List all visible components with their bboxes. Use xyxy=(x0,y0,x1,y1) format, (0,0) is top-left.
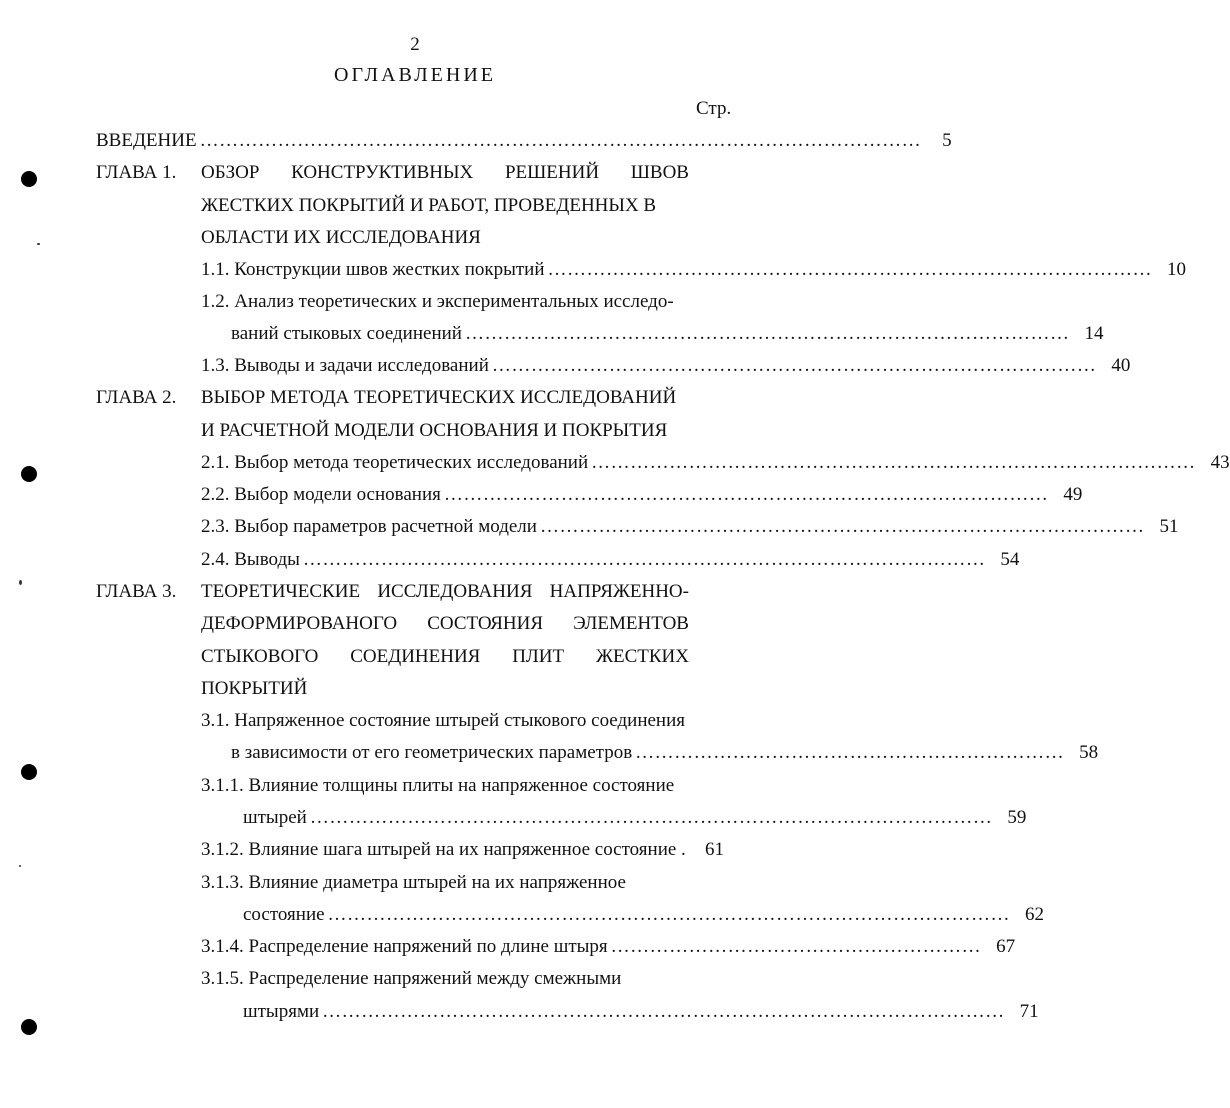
chapter-title-line xyxy=(201,162,689,184)
chapter-title-line xyxy=(201,581,689,603)
toc-entry-continuation xyxy=(231,742,1099,764)
toc-entry-label: 3.1.5. Распределение напряжений между смежными xyxy=(201,968,622,989)
chapter-title-word: ЖЕСТКИХ xyxy=(595,646,689,667)
chapter-title-word: СОСТОЯНИЯ xyxy=(427,613,544,634)
chapter-title-line: И РАСЧЕТНОЙ МОДЕЛИ ОСНОВАНИЯ И ПОКРЫТИЯ xyxy=(201,420,668,441)
page-column-label: Стр. xyxy=(696,98,732,119)
dot-leader: ………………………………………………………………………………………………… xyxy=(199,130,922,151)
dot-leader: ………………………………………………………………………………… xyxy=(591,452,1196,473)
toc-entry-label: состояние xyxy=(243,904,325,925)
toc-entry-continuation xyxy=(243,807,1027,829)
toc-entry-page: 59 xyxy=(1007,807,1027,828)
chapter-title-word: КОНСТРУКТИВНЫХ xyxy=(291,162,474,183)
toc-entry xyxy=(201,936,1016,958)
toc-entry xyxy=(201,259,1187,281)
chapter-label: ГЛАВА 2. xyxy=(96,387,177,408)
chapter-title-line xyxy=(201,646,689,668)
dot-leader: ………………………………………………………… xyxy=(635,742,1065,763)
chapter-title-word: ЭЛЕМЕНТОВ xyxy=(573,613,689,634)
chapter-title-line: ОБЛАСТИ ИХ ИССЛЕДОВАНИЯ xyxy=(201,227,481,248)
toc-entry-page: 49 xyxy=(1063,484,1083,505)
toc-entry-page: 43 xyxy=(1210,452,1230,473)
dot-leader: ………………………………………………………………………………… xyxy=(443,484,1049,505)
dot-leader: ………………………………………………………………………………… xyxy=(491,355,1097,376)
toc-entry-page: 10 xyxy=(1167,259,1187,280)
toc-entry-label: 2.4. Выводы xyxy=(201,549,300,570)
toc-entry xyxy=(201,839,724,861)
toc-entry-page: 5 xyxy=(942,130,952,151)
chapter-title-word: ДЕФОРМИРОВАНОГО xyxy=(201,613,398,634)
toc-entry-label: 3.1. Напряженное состояние штырей стыкового соединения xyxy=(201,710,685,731)
toc-entry xyxy=(201,549,1020,571)
dot-leader: …………………………………………………………………………………………… xyxy=(322,1001,1005,1022)
dot-leader: …………………………………………………………………………………………… xyxy=(302,549,986,570)
toc-entry xyxy=(201,355,1131,377)
page-number: 2 xyxy=(410,34,420,55)
toc-entry-label: 3.1.3. Влияние диаметра штырей на их напряженное xyxy=(201,872,626,893)
toc-entry-label: штырей xyxy=(243,807,307,828)
toc-entry-label: 1.1. Конструкции швов жестких покрытий xyxy=(201,259,545,280)
scan-speck xyxy=(19,580,22,585)
toc-entry-page: 67 xyxy=(996,936,1016,957)
toc-entry-label: ВВЕДЕНИЕ xyxy=(96,130,197,151)
scan-speck xyxy=(37,243,40,245)
toc-entry xyxy=(201,516,1179,538)
toc-entry-label: 1.2. Анализ теоретических и экспериментальных исследо- xyxy=(201,291,674,312)
chapter-title-word: ТЕОРЕТИЧЕСКИЕ xyxy=(201,581,361,602)
chapter-title-word: СТЫКОВОГО xyxy=(201,646,319,667)
toc-entry-label: в зависимости от его геометрических параметров xyxy=(231,742,633,763)
toc-entry-continuation xyxy=(243,1001,1039,1023)
toc-entry-continuation xyxy=(243,904,1045,926)
dot-leader: ………………………………………………………………………………… xyxy=(539,516,1145,537)
chapter-title-word: ПЛИТ xyxy=(512,646,565,667)
toc-entry-label: 2.1. Выбор метода теоретических исследований xyxy=(201,452,589,473)
toc-entry-label: штырями xyxy=(243,1001,320,1022)
binder-hole xyxy=(21,764,37,780)
chapter-label: ГЛАВА 1. xyxy=(96,162,177,183)
toc-entry-label: 3.1.2. Влияние шага штырей на их напряженное состояние . xyxy=(201,839,686,860)
toc-entry xyxy=(201,484,1083,506)
scan-speck xyxy=(19,865,21,867)
page-title: ОГЛАВЛЕНИЕ xyxy=(334,64,496,86)
toc-entry-page: 58 xyxy=(1079,742,1099,763)
toc-entry-label: 2.3. Выбор параметров расчетной модели xyxy=(201,516,537,537)
chapter-title-word: ИССЛЕДОВАНИЯ xyxy=(377,581,533,602)
chapter-title-word: СОЕДИНЕНИЯ xyxy=(350,646,481,667)
chapter-title-line: ВЫБОР МЕТОДА ТЕОРЕТИЧЕСКИХ ИССЛЕДОВАНИЙ xyxy=(201,387,677,408)
toc-entry-page: 71 xyxy=(1019,1001,1039,1022)
toc-entry-page: 54 xyxy=(1000,549,1020,570)
chapter-title-word: ШВОВ xyxy=(630,162,689,183)
chapter-label: ГЛАВА 3. xyxy=(96,581,177,602)
toc-introduction xyxy=(96,130,952,152)
chapter-title-line: ЖЕСТКИХ ПОКРЫТИЙ И РАБОТ, ПРОВЕДЕННЫХ В xyxy=(201,195,657,216)
binder-hole xyxy=(21,171,37,187)
toc-entry-page: 61 xyxy=(705,839,724,860)
binder-hole xyxy=(21,466,37,482)
dot-leader: …………………………………………………………………………………………… xyxy=(309,807,993,828)
toc-entry-label: 2.2. Выбор модели основания xyxy=(201,484,441,505)
toc-entry-page: 14 xyxy=(1084,323,1104,344)
toc-entry-page: 62 xyxy=(1025,904,1045,925)
dot-leader: …………………………………………………………………………………………… xyxy=(327,904,1011,925)
dot-leader: ………………………………………………………………………………… xyxy=(547,259,1153,280)
dot-leader: ………………………………………………… xyxy=(610,936,982,957)
chapter-title-word: РЕШЕНИЙ xyxy=(504,162,600,183)
chapter-title-word: ОБЗОР xyxy=(201,162,260,183)
toc-entry-label: 1.3. Выводы и задачи исследований xyxy=(201,355,489,376)
toc-entry-continuation xyxy=(231,323,1104,345)
toc-entry-label: 3.1.4. Распределение напряжений по длине штыря xyxy=(201,936,608,957)
chapter-title-line xyxy=(201,613,689,635)
toc-entry-label: 3.1.1. Влияние толщины плиты на напряженное состояние xyxy=(201,775,675,796)
dot-leader: ………………………………………………………………………………… xyxy=(464,323,1070,344)
toc-entry-page: 51 xyxy=(1159,516,1179,537)
chapter-title-line: ПОКРЫТИЙ xyxy=(201,678,308,699)
binder-hole xyxy=(21,1019,37,1035)
toc-entry-label: ваний стыковых соединений xyxy=(231,323,462,344)
chapter-title-word: НАПРЯЖЕННО- xyxy=(549,581,689,602)
toc-entry-page: 40 xyxy=(1111,355,1131,376)
toc-entry xyxy=(201,452,1230,474)
